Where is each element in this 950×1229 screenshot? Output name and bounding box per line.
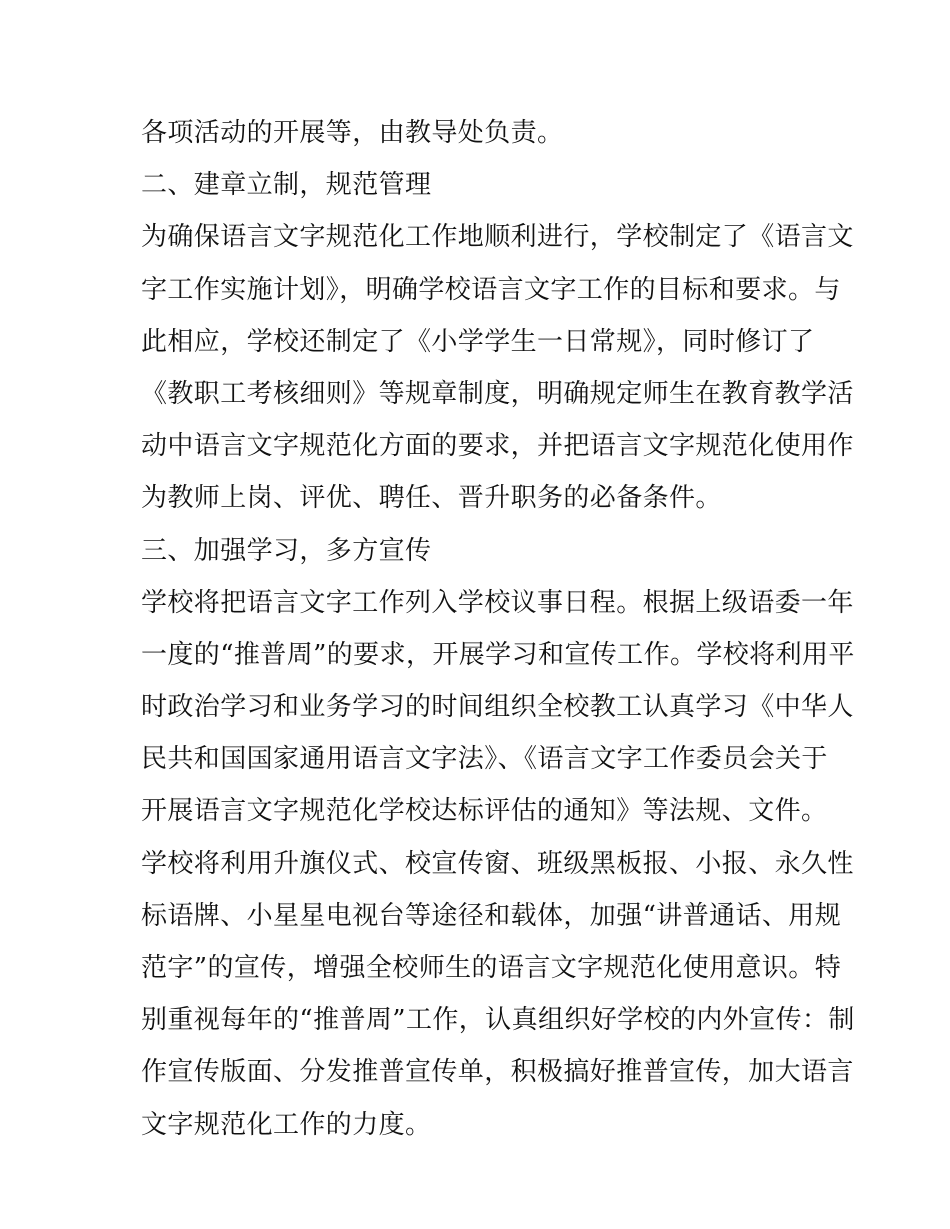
text-line: 学校将把语言文字工作列入学校议事日程。根据上级语委一年: [141, 587, 854, 618]
text-line: 开展语言文字规范化学校达标评估的通知》等法规、文件。: [141, 796, 828, 827]
text-line: 为确保语言文字规范化工作地顺利进行，学校制定了《语言文: [141, 222, 854, 253]
text-line: 一度的“推普周”的要求，开展学习和宣传工作。学校将利用平: [141, 639, 855, 670]
text-line: 此相应，学校还制定了《小学学生一日常规》，同时修订了: [141, 326, 815, 357]
text-line: 范字”的宣传，增强全校师生的语言文字规范化使用意识。特: [141, 953, 842, 983]
text-line: 为教师上岗、评优、聘任、晋升职务的必备条件。: [141, 483, 722, 514]
text-line: 动中语言文字规范化方面的要求，并把语言文字规范化使用作: [141, 431, 854, 462]
text-line: 文字规范化工作的力度。: [141, 1109, 432, 1140]
text-line: 民共和国国家通用语言文字法》、《语言文字工作委员会关于: [141, 744, 828, 775]
document-body: [141, 107, 855, 1151]
text-line: 作宣传版面、分发推普宣传单，积极搞好推普宣传，加大语言: [141, 1057, 854, 1088]
text-line: 各项活动的开展等，由教导处负责。: [141, 118, 564, 148]
section-heading: 二、建章立制，规范管理: [141, 170, 432, 201]
section-heading: 三、加强学习，多方宣传: [141, 535, 432, 566]
text-line: 标语牌、小星星电视台等途径和载体，加强“讲普通话、用规: [141, 900, 842, 931]
text-line: 别重视每年的“推普周”工作，认真组织好学校的内外宣传：制: [141, 1005, 855, 1036]
text-line: 《教职工考核细则》等规章制度，明确规定师生在教育教学活: [141, 378, 854, 409]
text-line: 学校将利用升旗仪式、校宣传窗、班级黑板报、小报、永久性: [141, 848, 854, 879]
text-line: 时政治学习和业务学习的时间组织全校教工认真学习《中华人: [141, 692, 854, 723]
text-line: 字工作实施计划》，明确学校语言文字工作的目标和要求。与: [141, 274, 841, 305]
